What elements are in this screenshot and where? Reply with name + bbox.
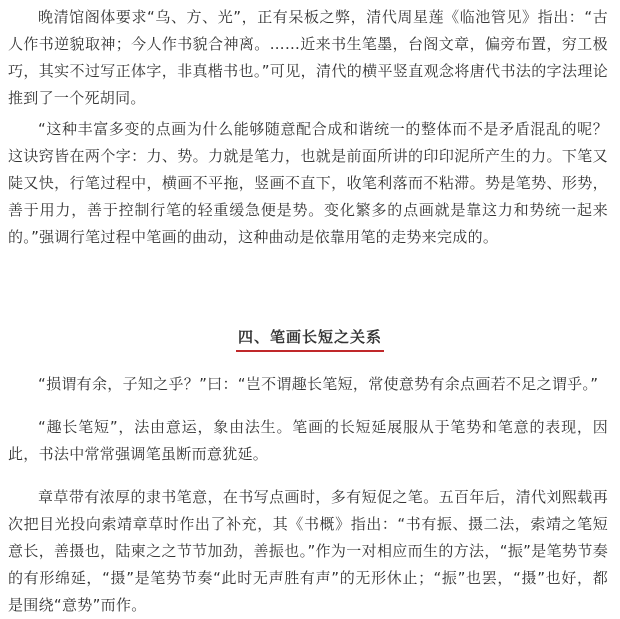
section-paragraph-zhangcao: 章草带有浓厚的隶书笔意，在书写点画时，多有短促之笔。五百年后，清代刘熙载再次把目光投向索靖章草时作出了补充，其《书概》指出：“书有振、摄二法，索靖之笔短意长，善摄也，陆柬之之节节加劲，善振也。”作为一对相应而生的方法，“振”是笔势节奏的有形绵延，“摄”是笔势节奏“此时无声胜有声”的无形休止；“振”也罢，“摄”也好，都是围绕“意势”而作。	[8, 488, 608, 614]
article-paragraph-force-and-momentum: “这种丰富多变的点画为什么能够随意配合成和谐统一的整体而不是矛盾混乱的呢？这诀窍皆在两个字：力、势。力就是笔力，也就是前面所讲的印印泥所产生的力。下笔又陡又快，行笔过程中，横画不平拖，竖画不直下，收笔利落而不粘滞。势是笔势、形势，善于用力，善于控制行笔的轻重缓急便是势。变化繁多的点画就是靠这力和势统一起来的。”强调行笔过程中笔画的曲动，这种曲动是依靠用笔的走势来完成的。	[8, 120, 608, 246]
article-paragraph-qing-dynasty: 晚清馆阁体要求“乌、方、光”，正有呆板之弊，清代周星莲《临池管见》指出：“古人作书逆貌取神；今人作书貌合神离。……近来书生笔墨，台阁文章，偏旁布置，穷工极巧，其实不过写正体字，非真楷书也。”可见，清代的横平竖直观念将唐代书法的字法理论推到了一个死胡同。	[8, 8, 608, 107]
section-paragraph-interest-long-brush-short: “趣长笔短”，法由意运，象由法生。笔画的长短延展服从于笔势和笔意的表现，因此，书法中常常强调笔虽断而意犹延。	[8, 418, 608, 463]
section-paragraph-quote: “损谓有余，子知之乎？”曰：“岂不谓趣长笔短，常使意势有余点画若不足之谓乎。”	[38, 375, 599, 393]
section-heading	[0, 326, 620, 352]
section-heading-text: 四、笔画长短之关系	[236, 326, 384, 352]
